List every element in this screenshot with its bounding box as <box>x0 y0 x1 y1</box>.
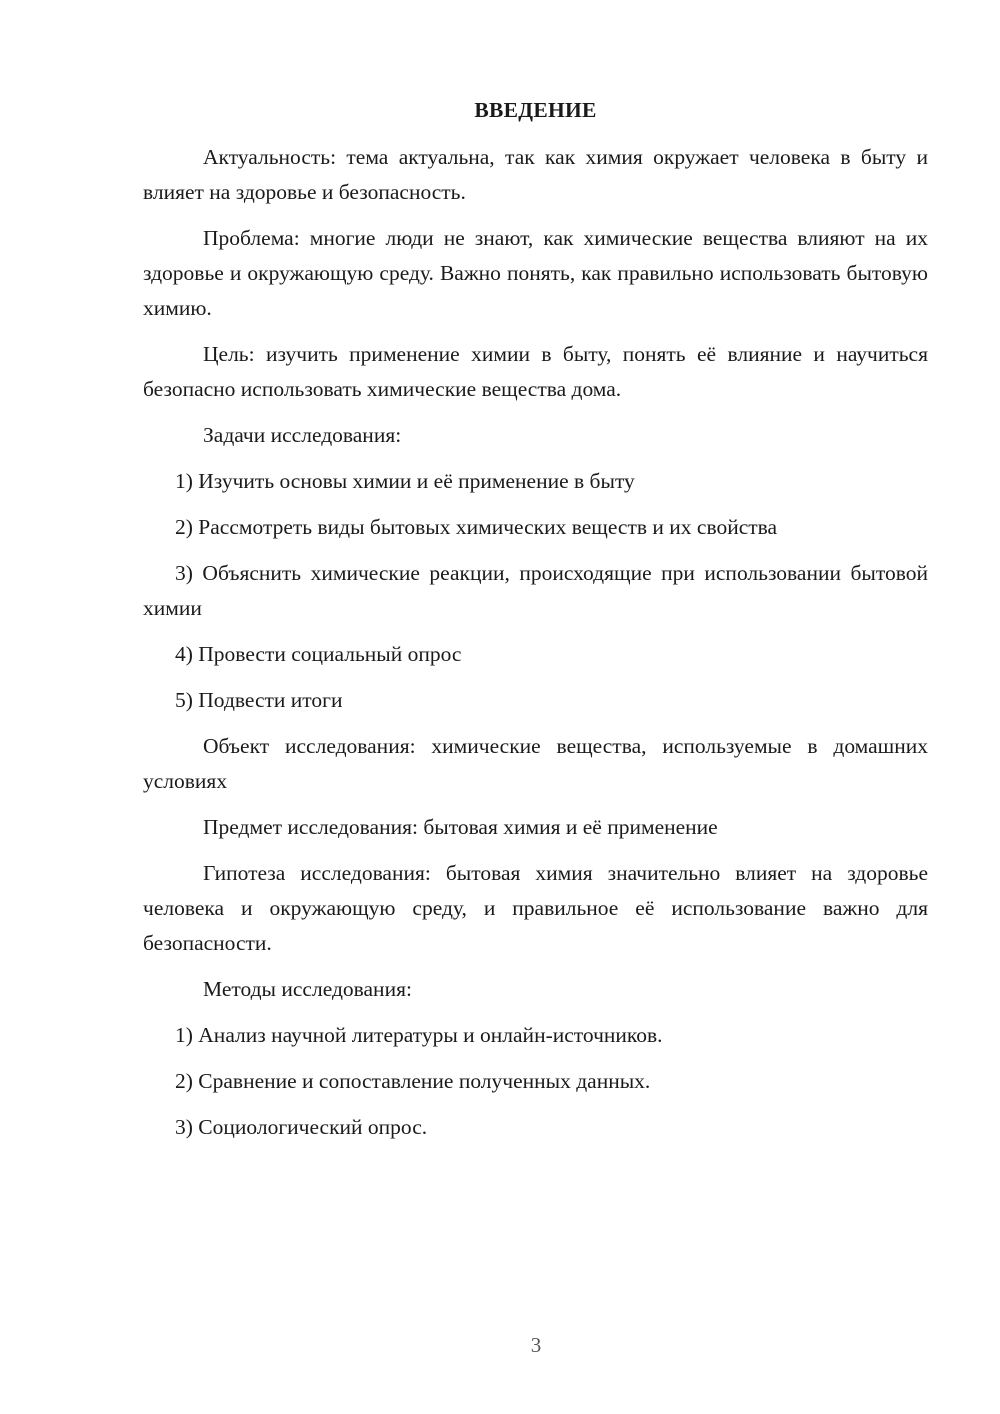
problem-paragraph: Проблема: многие люди не знают, как химические вещества влияют на их здоровье и окружающую среду. Важно понять, как правильно использовать бытовую химию. <box>143 226 928 320</box>
task-item-3: 3) Объяснить химические реакции, происходящие при использовании бытовой химии <box>143 561 928 620</box>
method-item-2: 2) Сравнение и сопоставление полученных данных. <box>175 1069 651 1093</box>
object-paragraph: Объект исследования: химические вещества, используемые в домашних условиях <box>143 734 928 793</box>
method-item-1: 1) Анализ научной литературы и онлайн-источников. <box>175 1023 663 1047</box>
task-item-5: 5) Подвести итоги <box>175 688 343 712</box>
document-page <box>143 93 928 1156</box>
goal-paragraph: Цель: изучить применение химии в быту, понять её влияние и научиться безопасно использовать химические вещества дома. <box>143 342 928 401</box>
section-title: ВВЕДЕНИЕ <box>474 98 597 122</box>
tasks-heading: Задачи исследования: <box>203 423 402 447</box>
hypothesis-paragraph: Гипотеза исследования: бытовая химия значительно влияет на здоровье человека и окружающую среду, и правильное её использование важно для безопасности. <box>143 861 928 955</box>
subject-paragraph: Предмет исследования: бытовая химия и её применение <box>203 815 718 839</box>
page-number: 3 <box>530 1333 542 1357</box>
task-item-2: 2) Рассмотреть виды бытовых химических веществ и их свойства <box>175 515 778 539</box>
methods-heading: Методы исследования: <box>203 977 412 1001</box>
relevance-paragraph: Актуальность: тема актуальна, так как химия окружает человека в быту и влияет на здоровье и безопасность. <box>143 145 928 204</box>
task-item-1: 1) Изучить основы химии и её применение в быту <box>175 469 635 493</box>
method-item-3: 3) Социологический опрос. <box>175 1115 428 1139</box>
task-item-4: 4) Провести социальный опрос <box>175 642 462 666</box>
